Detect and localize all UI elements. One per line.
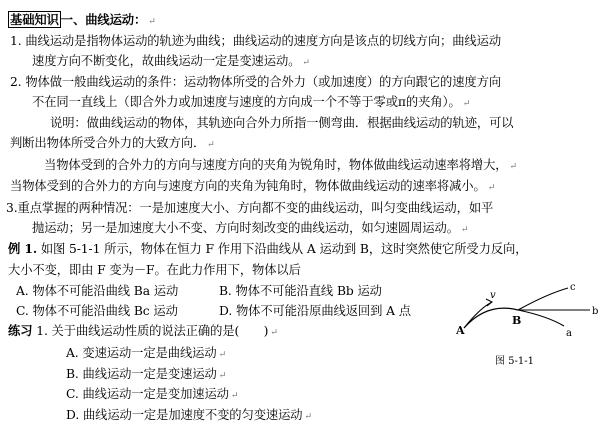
point-2-line-2: 不在同一直线上（即合外力或加速度与速度的方向成一个不等于零或π的夹角）。 ↵	[32, 95, 471, 109]
point-3-line-2: 抛运动；另一是加速度大小不变、方向时刻改变的曲线运动，如匀速圆周运动。 ↵	[32, 221, 469, 235]
explain-line-1: 说明：做曲线运动的物体，其轨迹向合外力所指一侧弯曲．根据曲线运动的轨迹，可以	[50, 116, 514, 130]
exercise-label: 练习	[8, 323, 33, 338]
example-option-a: A. 物体不可能沿曲线 Ba 运动	[16, 284, 179, 298]
line-b-label: b	[592, 306, 599, 317]
paragraph-mark: ↵	[148, 17, 156, 27]
section-heading	[8, 12, 156, 30]
example-line-2: 大小不变，即由 F 变为－F。在此力作用下，物体以后	[8, 263, 301, 277]
explain-detail-2: 当物体受到的合外力的方向与速度方向的夹角为钝角时，物体做曲线运动的速率将减小。 ↵	[10, 179, 496, 193]
exercise-question: 练习 1. 关于曲线运动性质的说法正确的是( ) ↵	[8, 323, 278, 338]
velocity-v-label: v	[490, 290, 496, 301]
curve-a-label: a	[566, 328, 572, 339]
point-1-line-1: 1. 曲线运动是指物体运动的轨迹为曲线；曲线运动的速度方向是该点的切线方向；曲线运动	[10, 34, 502, 48]
point-3-line-1: 3.重点掌握的两种情况：一是加速度大小、方向都不变的曲线运动，叫匀变曲线运动，如平	[6, 201, 494, 215]
point-1-line-2: 速度方向不断变化，故曲线运动一定是变速运动。 ↵	[32, 54, 310, 68]
example-label: 例 1.	[8, 241, 38, 256]
heading-label: 基础知识	[10, 12, 59, 27]
example-option-c: C. 物体不可能沿曲线 Bc 运动	[16, 304, 178, 318]
exercise-option-c: C. 曲线运动一定是变加速运动 ↵	[66, 387, 239, 401]
exercise-option-b: B. 曲线运动一定是变速运动 ↵	[66, 367, 227, 381]
example-line-1: 例 1. 如图 5-1-1 所示，物体在恒力 F 作用下沿曲线从 A 运动到 B，这时突然使它所受力反向，	[8, 241, 528, 256]
curve-c-label: c	[570, 282, 576, 293]
exercise-option-a: A. 变速运动一定是曲线运动 ↵	[66, 346, 227, 360]
point-2-line-1: 2. 物体做一般曲线运动的条件：运动物体所受的合外力（或加速度）的方向跟它的速度方向	[10, 75, 502, 89]
figure-caption: 图 5-1-1	[495, 356, 535, 367]
point-a-label: A	[456, 324, 465, 337]
example-option-d: D. 物体不可能沿原曲线返回到 A 点	[219, 304, 411, 318]
point-b-label: B	[512, 314, 522, 327]
heading-rest: 一、曲线运动：	[60, 12, 147, 27]
curve-bc	[518, 288, 568, 310]
explain-line-2: 判断出物体所受合外力的大致方向． ↵	[10, 136, 215, 150]
example-option-b: B. 物体不可能沿直线 Bb 运动	[219, 284, 382, 298]
exercise-option-d: D. 曲线运动一定是加速度不变的匀变速运动 ↵	[66, 408, 312, 422]
explain-detail-1: 当物体受到的合外力的方向与速度方向的夹角为锐角时，物体做曲线运动速率将增大， ↵	[44, 158, 517, 172]
curve-ba	[518, 310, 564, 326]
